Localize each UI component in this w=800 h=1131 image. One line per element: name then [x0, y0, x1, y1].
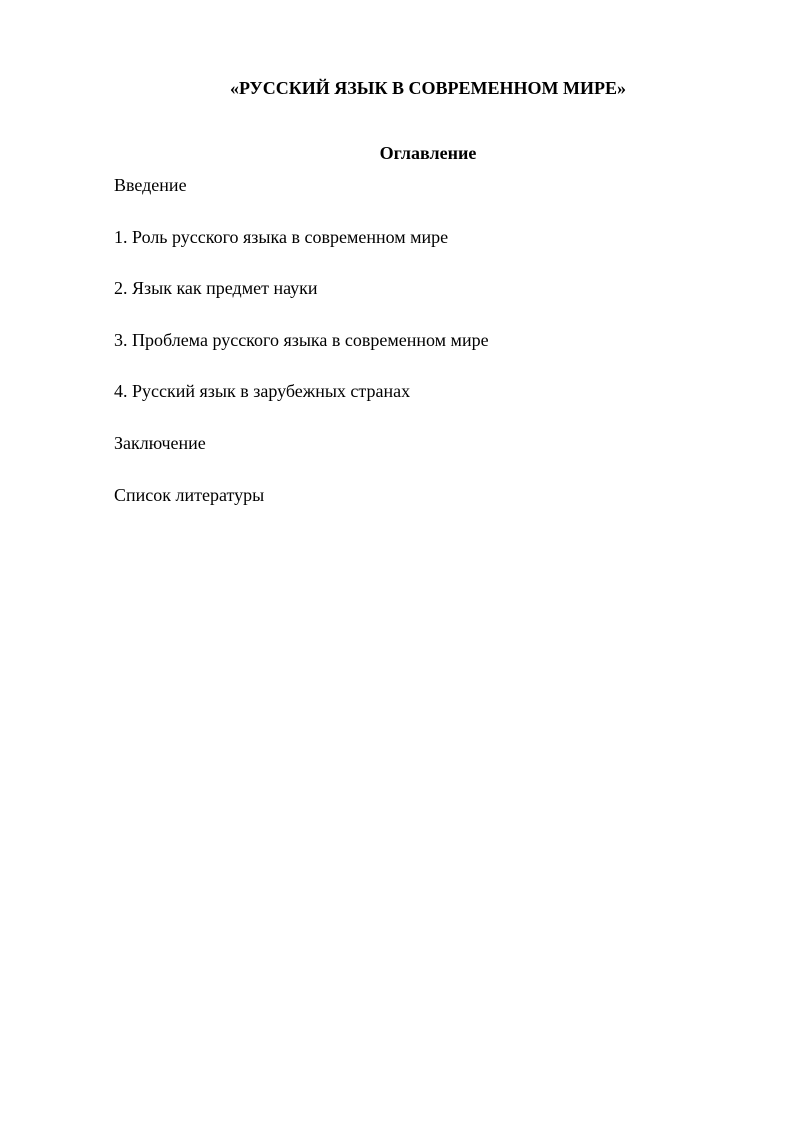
- toc-item-chapter-4: 4. Русский язык в зарубежных странах: [114, 381, 411, 402]
- table-of-contents: [114, 173, 489, 534]
- toc-heading: Оглавление: [379, 143, 477, 163]
- toc-item-chapter-1: 1. Роль русского языка в современном мире: [114, 226, 449, 247]
- toc-item-conclusion: Заключение: [114, 432, 206, 453]
- toc-item-chapter-3: 3. Проблема русского языка в современном мире: [114, 329, 489, 350]
- toc-item-chapter-2: 2. Язык как предмет науки: [114, 278, 318, 299]
- toc-item-bibliography: Список литературы: [114, 484, 265, 505]
- toc-item-introduction: Введение: [114, 175, 187, 195]
- document-title: «РУССКИЙ ЯЗЫК В СОВРЕМЕННОМ МИРЕ»: [229, 78, 627, 98]
